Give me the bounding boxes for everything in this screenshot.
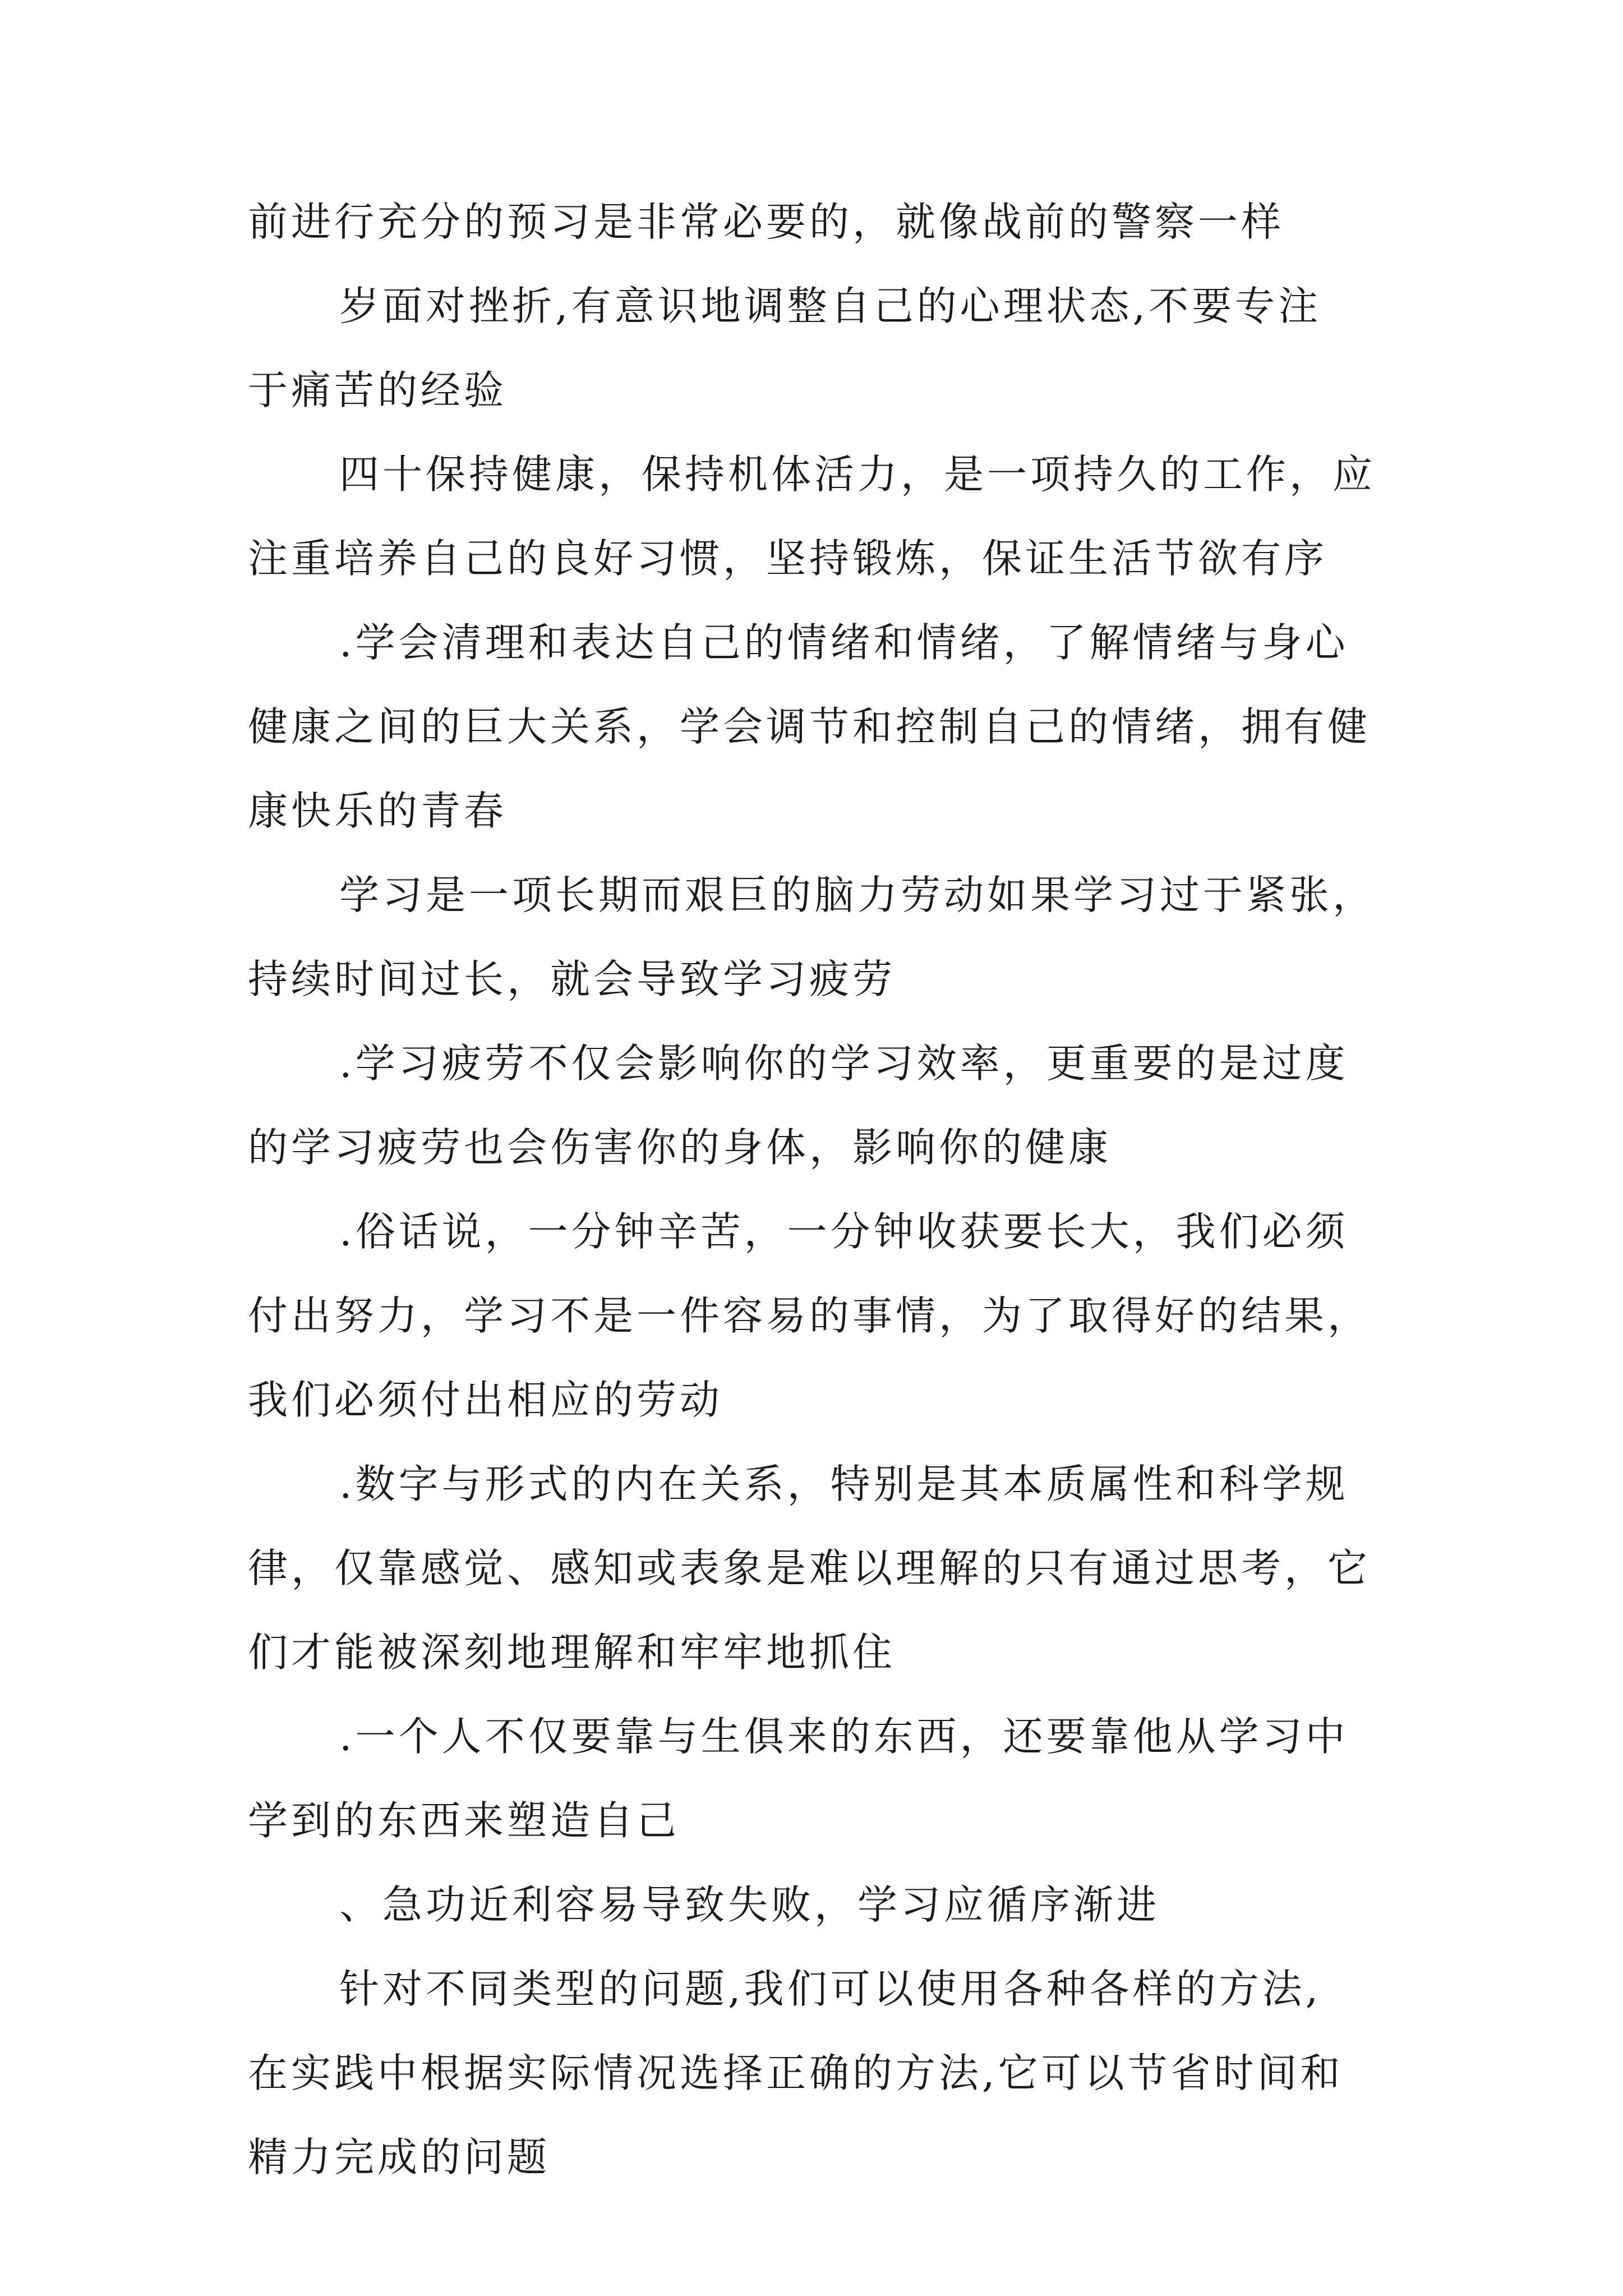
text-line: 我们必须付出相应的劳动: [248, 1377, 723, 1423]
text-line: 注重培养自己的良好习惯，坚持锻炼，保证生活节欲有序: [248, 535, 1328, 582]
text-line: 前进行充分的预习是非常必要的，就像战前的警察一样: [248, 199, 1285, 245]
text-line: 在实践中根据实际情况选择正确的方法,它可以节省时间和: [248, 2050, 1344, 2096]
text-line: 学到的东西来塑造自己: [248, 1797, 680, 1844]
text-line: 针对不同类型的问题,我们可以使用各种各样的方法,: [339, 1966, 1322, 2012]
text-line: 康快乐的青春: [248, 788, 508, 834]
text-line: 付出努力，学习不是一件容易的事情，为了取得好的结果，: [248, 1292, 1371, 1339]
text-line: 于痛苦的经验: [248, 367, 508, 413]
text-line: 四十保持健康，保持机体活力，是一项持久的工作，应: [339, 451, 1376, 498]
text-line: 精力完成的问题: [248, 2134, 551, 2180]
document-body: [248, 199, 1386, 2221]
text-line: 律，仅靠感觉、感知或表象是难以理解的只有通过思考，它: [248, 1545, 1371, 1591]
text-line: 们才能被深刻地理解和牢牢地抓住: [248, 1629, 896, 1676]
text-line: 持续时间过长，就会导致学习疲劳: [248, 956, 896, 1002]
text-line: 学习是一项长期而艰巨的脑力劳动如果学习过于紧张，: [339, 872, 1376, 918]
text-line: 健康之间的巨大关系，学会调节和控制自己的情绪，拥有健: [248, 703, 1371, 750]
text-line: .学习疲劳不仅会影响你的学习效率，更重要的是过度: [339, 1040, 1349, 1087]
text-line: 岁面对挫折,有意识地调整自己的心理状态,不要专注: [339, 283, 1322, 329]
text-line: 的学习疲劳也会伤害你的身体，影响你的健康: [248, 1124, 1112, 1171]
text-line: .学会清理和表达自己的情绪和情绪，了解情绪与身心: [339, 619, 1349, 666]
text-line: .数字与形式的内在关系，特别是其本质属性和科学规: [339, 1461, 1349, 1507]
text-line: .一个人不仅要靠与生俱来的东西，还要靠他从学习中: [339, 1713, 1349, 1760]
text-line: 、急功近利容易导致失败，学习应循序渐进: [339, 1881, 1160, 1928]
text-line: .俗话说，一分钟辛苦，一分钟收获要长大，我们必须: [339, 1208, 1349, 1255]
